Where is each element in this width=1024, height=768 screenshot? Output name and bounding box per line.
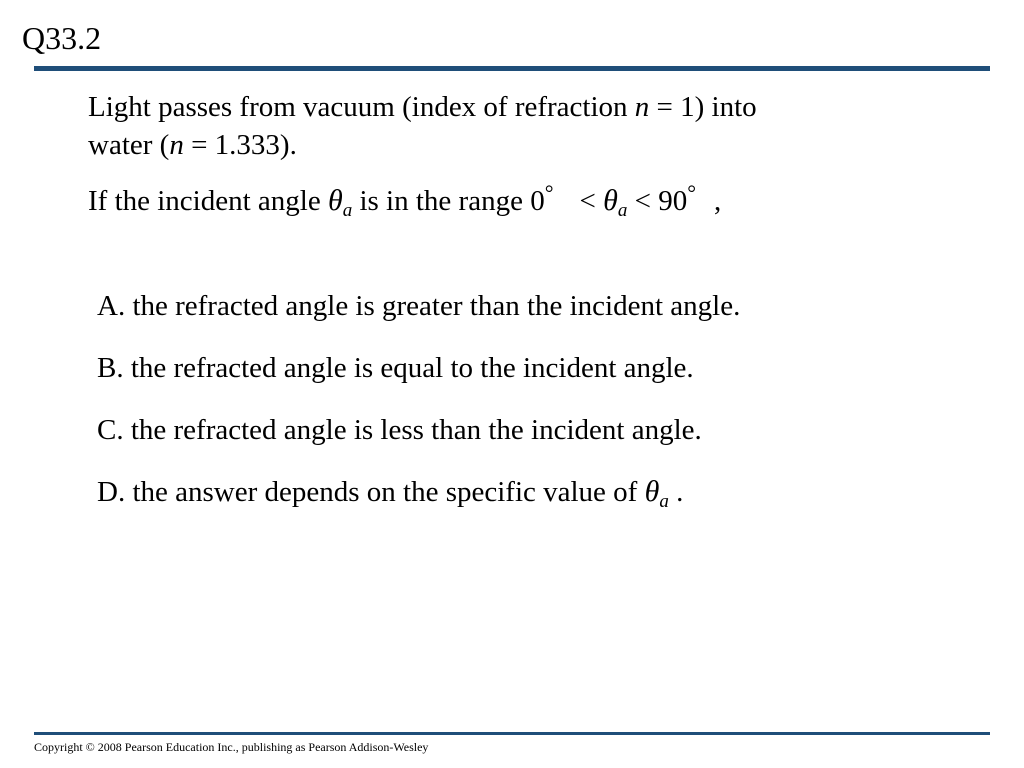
answer-option-c[interactable]: C. the refracted angle is less than the incident angle. — [97, 414, 702, 446]
question-text-part: Light passes from vacuum (index of refraction — [88, 91, 635, 123]
question-paragraph — [88, 88, 948, 164]
answer-option-d-suffix: . — [676, 476, 684, 508]
theta-symbol: θ — [327, 184, 343, 217]
subscript-a: a — [342, 200, 353, 221]
comma: , — [714, 185, 722, 217]
answer-option-b[interactable]: B. the refracted angle is equal to the incident angle. — [97, 352, 694, 384]
question-text-part: water ( — [88, 129, 170, 161]
question-condition — [88, 182, 948, 224]
question-text-part: = 1.333). — [183, 129, 297, 161]
question-text-part: is in the range 0 — [352, 185, 545, 217]
less-than-symbol: < — [579, 185, 596, 217]
theta-symbol: θ — [644, 475, 660, 508]
question-text-part: < 90 — [627, 185, 688, 217]
copyright-footer: Copyright © 2008 Pearson Education Inc., publishing as Pearson Addison-Wesley — [34, 740, 429, 754]
subscript-a: a — [659, 491, 669, 512]
answer-options — [97, 288, 977, 540]
answer-option-d[interactable] — [97, 474, 977, 514]
question-text — [88, 88, 948, 224]
degree-symbol: ° — [687, 180, 697, 205]
degree-symbol: ° — [544, 180, 554, 205]
answer-option-d-text: D. the answer depends on the specific value of — [97, 476, 645, 508]
question-text-part: If the incident angle — [88, 185, 328, 217]
theta-symbol: θ — [603, 184, 618, 217]
slide-title: Q33.2 — [22, 20, 102, 56]
variable-n: n — [169, 129, 184, 161]
variable-n: n — [634, 91, 650, 123]
subscript-a: a — [617, 200, 628, 221]
bottom-divider — [34, 732, 990, 735]
question-text-part: = 1) into — [649, 91, 757, 123]
answer-option-a[interactable]: A. the refracted angle is greater than the incident angle. — [97, 290, 741, 322]
top-divider — [34, 66, 990, 71]
